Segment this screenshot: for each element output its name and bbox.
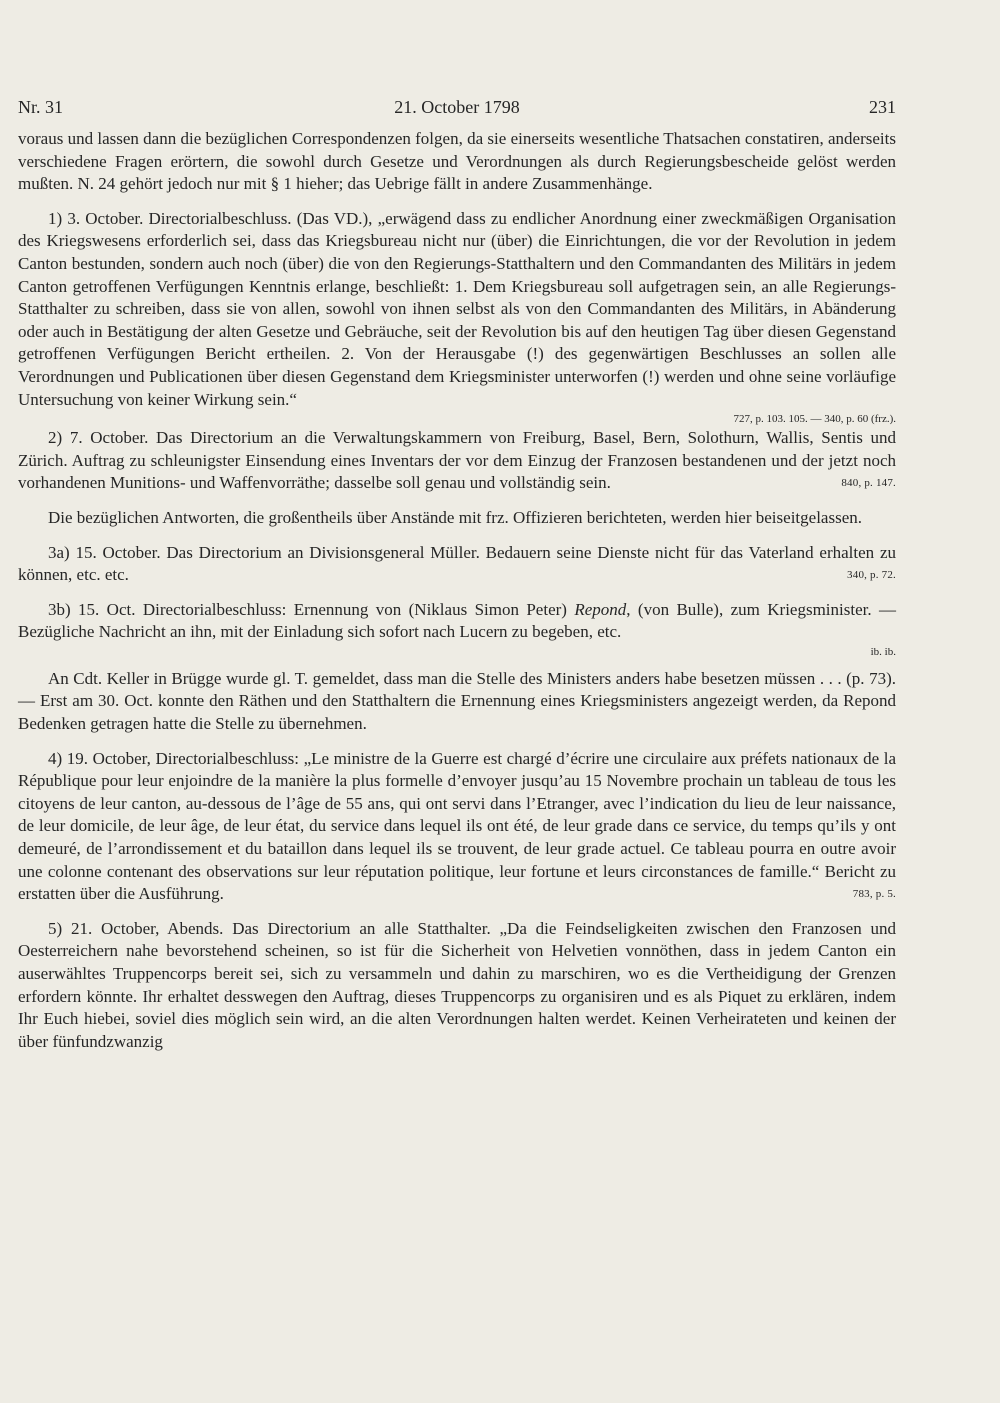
entry-1-reference: 727, p. 103. 105. — 340, p. 60 (frz.). bbox=[733, 413, 896, 426]
document-page bbox=[18, 96, 896, 1053]
entry-3b-body-end: , (von Bulle), zum Kriegsminister. — Bezügliche Nachricht an ihn, mit der Einladung sich sofort nach Lucern zu begeben, etc. bbox=[18, 599, 896, 642]
entry-5-text: 5) 21. October, Abends. Das Directorium an alle Statthalter. „Da die Feindseligkeiten zwischen den Franzosen und Oesterreichern nahe bevorstehend scheinen, so ist für die Sicherheit von Helvetien vonnöthen, dass in jedem Canton ein auserwähltes Truppencorps bereit sei, sich zu versammeln und dahin zu marschiren, wo es die Vertheidigung der Grenzen erfordern könnte. Ihr erhaltet desswegen den Auftrag, dieses Truppencorps zu organisiren und es als Piquet zu erklären, indem Ihr Euch hiebei, soviel dies möglich sein wird, an die alten Verordnungen halten werdet. Keinen Verheirateten und keinen der über fünfundzwanzig bbox=[18, 918, 896, 1051]
page-number: 231 bbox=[869, 97, 896, 117]
entry-1-text: 1) 3. October. Directorialbeschluss. (Das VD.), „erwägend dass zu endlicher Anordnung einer zweckmäßigen Organisation des Kriegswesens erforderlich sei, dass das Kriegsbureau nicht nur (über) die Einrichtungen, die vor der Revolution in jedem Canton bestunden, sondern auch noch (über) die von den Regierungs-Statthaltern und den Commandanten des Militärs in jedem Canton getroffenen Verfügungen Kenntnis erlange, beschließt: 1. Dem Kriegsbureau soll aufgetragen sein, an alle Regierungs-Statthalter zu schreiben, dass sie von allen, sowohl von ihnen selbst als von den Commandanten des Militärs, in Abänderung oder auch in Bestätigung der alten Gesetze und Gebräuche, seit der Revolution bis auf den heutigen Tag über diesen Gegenstand getroffenen Verfügungen Bericht ertheilen. 2. Von der Herausgabe (!) des gegenwärtigen Beschlusses an sollen alle Verordnungen und Publicationen über diesen Gegenstand dem Kriegsminister unterworfen (!) werden und ohne seine vorläufige Untersuchung von keiner Wirkung sein.“ bbox=[18, 208, 896, 409]
entry-3b-name: Repond bbox=[574, 599, 627, 619]
entry-3a bbox=[18, 542, 896, 587]
entry-3a-reference: 340, p. 72. bbox=[847, 569, 896, 582]
entry-2-reference: 840, p. 147. bbox=[841, 477, 896, 490]
entry-3b bbox=[18, 599, 896, 660]
paragraph-intro: voraus und lassen dann die bezüglichen Correspondenzen folgen, da sie einerseits wesentliche Thatsachen constatiren, anderseits verschiedene Fragen erörtern, die sowohl durch Gesetze und Verordnungen als durch Regierungsbescheide gelöst werden mußten. N. 24 gehört jedoch nur mit § 1 hieher; das Uebrige fällt in andere Zusammenhänge. bbox=[18, 129, 896, 194]
entry-3a-body: 3a) 15. October. Das Directorium an Divisionsgeneral Müller. Bedauern seine Dienste nicht für das Vaterland erhalten zu können, etc. etc. bbox=[18, 542, 896, 585]
note-answers: Die bezüglichen Antworten, die großentheils über Anstände mit frz. Offizieren berichteten, werden hier beiseitgelassen. bbox=[48, 507, 862, 527]
entry-4-reference: 783, p. 5. bbox=[852, 888, 896, 901]
entry-4-text bbox=[18, 748, 896, 906]
entry-3b-body-start: 3b) 15. Oct. Directorialbeschluss: Ernennung von (Niklaus Simon Peter) bbox=[48, 599, 575, 619]
entry-3a-text bbox=[18, 542, 896, 587]
entry-3b-text bbox=[18, 599, 896, 644]
page-header bbox=[18, 96, 896, 122]
entry-1 bbox=[18, 208, 896, 427]
entry-3b-reference: ib. ib. bbox=[870, 645, 896, 658]
entry-2 bbox=[18, 427, 896, 495]
entry-4 bbox=[18, 748, 896, 906]
note-keller: An Cdt. Keller in Brügge wurde gl. T. gemeldet, dass man die Stelle des Ministers anders habe besetzen müssen . . . (p. 73). — Erst am 30. Oct. konnte den Räthen und den Statthaltern die Ernennung eines Kriegsministers angezeigt werden, da Repond Bedenken getragen hatte die Stelle zu übernehmen. bbox=[18, 668, 896, 734]
document-number: Nr. 31 bbox=[18, 97, 63, 117]
entry-4-body: 4) 19. October, Directorialbeschluss: „Le ministre de la Guerre est chargé d’écrire une circulaire aux préfets nationaux de la République pour leur enjoindre de la manière la plus formelle d’envoyer jusqu’au 15 Novembre prochain un tableau de tous les citoyens de leur canton, au-dessous de l’âge de 55 ans, qui ont servi dans l’Etranger, avec l’indication du lieu de leur naissance, de leur domicile, de leur âge, de leur état, du service dans lequel ils ont été, de leur grade dans ce service, du temps qu’ils y ont demeuré, de l’arrondissement et du bataillon dans lequel ils se trouvent, de leur grade actuel. Ce tableau pourra en outre avoir une colonne contenant des observations sur leur réputation politique, leur fortune et leurs circonstances de famille.“ Bericht zu erstatten über die Ausführung. bbox=[18, 748, 896, 904]
entry-2-text bbox=[18, 427, 896, 495]
entry-2-body: 2) 7. October. Das Directorium an die Verwaltungskammern von Freiburg, Basel, Bern, Solothurn, Wallis, Sentis und Zürich. Auftrag zu schleunigster Einsendung eines Inventars der vor dem Einzug der Franzosen bestandenen und der jetzt noch vorhandenen Munitions- und Waffenvorräthe; dasselbe soll genau und vollständig sein. bbox=[18, 428, 896, 493]
header-date: 21. October 1798 bbox=[394, 97, 520, 117]
